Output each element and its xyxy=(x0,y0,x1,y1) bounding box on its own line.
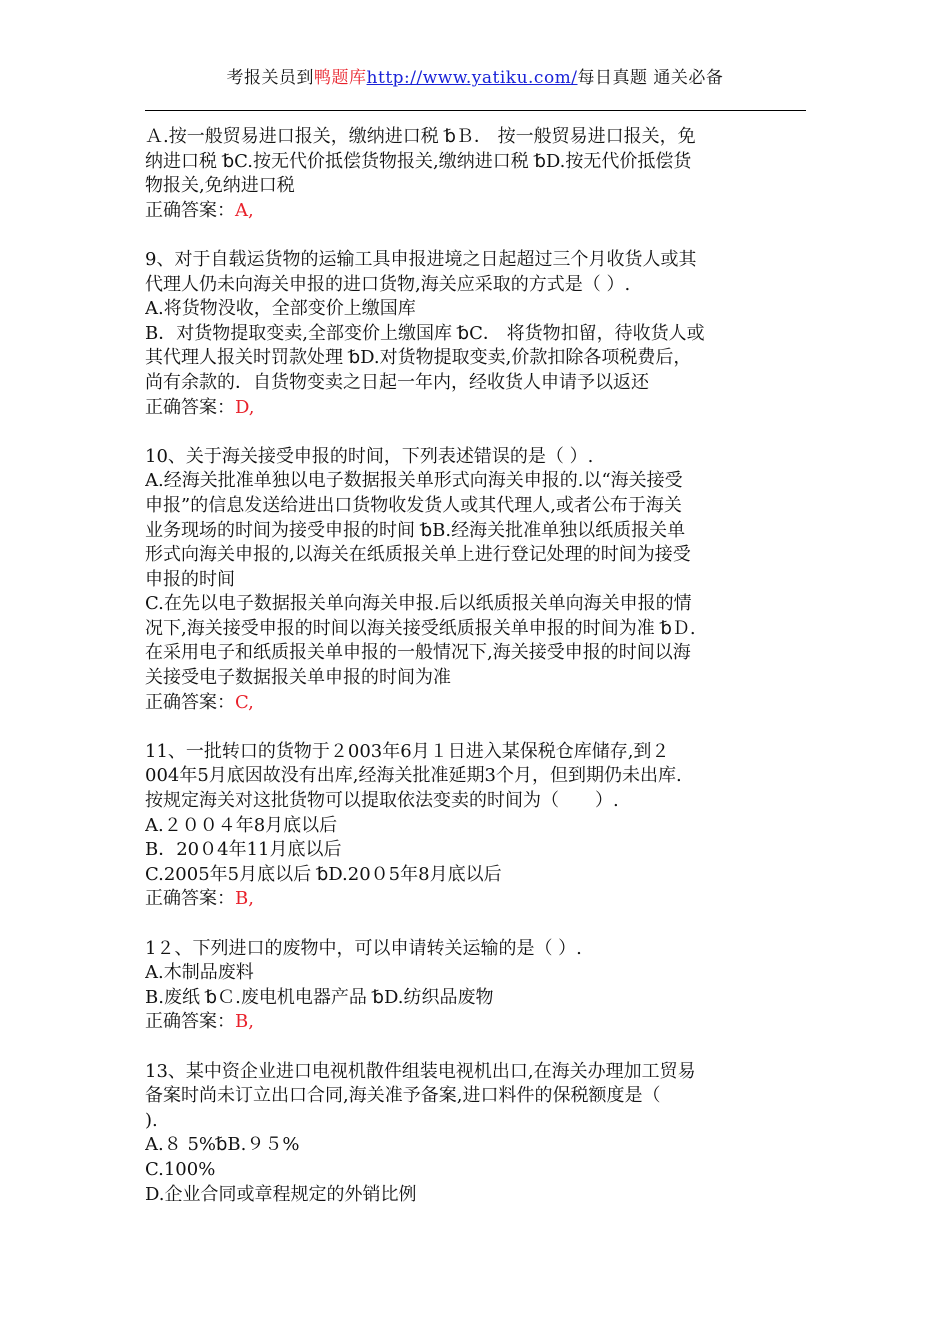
answer-label: 正确答案： xyxy=(145,199,235,221)
question-block xyxy=(145,740,806,912)
page-header xyxy=(0,66,950,90)
answer-label: 正确答案： xyxy=(145,888,235,910)
answer-label: 正确答案： xyxy=(145,691,235,713)
header-suffix: 每日真题 通关必备 xyxy=(577,68,724,88)
question-block xyxy=(145,937,806,1035)
question-line: C.100% xyxy=(145,1158,216,1180)
answer-label: 正确答案： xyxy=(145,396,235,418)
question-line: 备案时尚未订立出口合同,海关准予备案,进口料件的保税额度是（ xyxy=(145,1085,661,1107)
question-line: Ａ.按一般贸易进口报关，缴纳进口税 ␢Ｂ． 按一般贸易进口报关，免 xyxy=(145,126,696,147)
question-line: 物报关,免纳进口税 xyxy=(145,175,295,197)
question-line: 004年5月底因故没有出库,经海关批准延期3个月，但到期仍未出库. xyxy=(145,765,682,787)
question-line: 申报的时间 xyxy=(145,568,235,590)
answer-value: A, xyxy=(235,199,254,221)
question-block xyxy=(145,125,806,223)
question-line: 其代理人报关时罚款处理 ␢D.对货物提取变卖,价款扣除各项税费后， xyxy=(145,347,692,369)
header-link[interactable]: http://www.yatiku.com/ xyxy=(366,68,578,88)
question-block xyxy=(145,445,806,716)
answer-line xyxy=(145,691,806,716)
question-line: 形式向海关申报的,以海关在纸质报关单上进行登记处理的时间为接受 xyxy=(145,544,691,566)
answer-value: B, xyxy=(235,888,254,910)
question-line: 9、对于自载运货物的运输工具申报进境之日起超过三个月收货人或其 xyxy=(145,248,697,270)
question-line: 在采用电子和纸质报关单申报的一般情况下,海关接受申报的时间以海 xyxy=(145,642,691,664)
question-line: A.将货物没收，全部变价上缴国库 xyxy=(145,298,416,320)
question-line: A.２００４年8月底以后 xyxy=(145,814,338,836)
question-line: C.2005年5月底以后 ␢D.20０5年8月底以后 xyxy=(145,863,502,885)
answer-value: D, xyxy=(235,396,255,418)
question-line: A.木制品废料 xyxy=(145,962,254,984)
header-brand: 鸭题库 xyxy=(314,68,367,88)
question-line: 况下,海关接受申报的时间以海关接受纸质报关单申报的时间为准 ␢Ｄ. xyxy=(145,617,696,639)
block-spacer xyxy=(145,420,806,445)
header-prefix: 考报关员到 xyxy=(226,68,315,88)
answer-line xyxy=(145,887,806,912)
block-spacer xyxy=(145,223,806,248)
header-divider xyxy=(145,110,806,111)
question-block xyxy=(145,1060,806,1208)
block-spacer xyxy=(145,912,806,937)
question-line: 按规定海关对这批货物可以提取依法变卖的时间为（ ）. xyxy=(145,790,619,812)
question-line: ). xyxy=(145,1109,158,1131)
question-line: C.在先以电子数据报关单向海关申报.后以纸质报关单向海关申报的情 xyxy=(145,593,692,615)
question-line: A.经海关批准单独以电子数据报关单形式向海关申报的.以“海关接受 xyxy=(145,470,683,492)
answer-line xyxy=(145,199,806,224)
question-line: B.废纸 ␢Ｃ.废电机电器产品 ␢D.纺织品废物 xyxy=(145,986,494,1008)
question-line: 关接受电子数据报关单申报的时间为准 xyxy=(145,667,451,689)
question-list xyxy=(145,125,806,1207)
block-spacer xyxy=(145,715,806,740)
question-line: 尚有余款的．自货物变卖之日起一年内，经收货人申请予以返还 xyxy=(145,371,649,393)
answer-line xyxy=(145,396,806,421)
question-line: 1２、下列进口的废物中，可以申请转关运输的是（ ）. xyxy=(145,937,582,959)
answer-value: B, xyxy=(235,1011,254,1033)
question-line: 10、关于海关接受申报的时间，下列表述错误的是（ ）. xyxy=(145,445,594,467)
question-line: 业务现场的时间为接受申报的时间 ␢B.经海关批准单独以纸质报关单 xyxy=(145,519,686,541)
question-line: D.企业合同或章程规定的外销比例 xyxy=(145,1183,417,1205)
question-line: B．对货物提取变卖,全部变价上缴国库 ␢C． 将货物扣留，待收货人或 xyxy=(145,322,705,344)
question-line: A.８ 5%␢B.９５% xyxy=(145,1134,300,1156)
answer-label: 正确答案： xyxy=(145,1011,235,1033)
question-line: 11、一批转口的货物于２003年6月１日进入某保税仓库储存,到２ xyxy=(145,740,670,762)
answer-line xyxy=(145,1010,806,1035)
block-spacer xyxy=(145,1035,806,1060)
answer-value: C, xyxy=(235,691,254,713)
question-line: 纳进口税 ␢C.按无代价抵偿货物报关,缴纳进口税 ␢D.按无代价抵偿货 xyxy=(145,150,692,172)
question-block xyxy=(145,248,806,420)
question-line: 代理人仍未向海关申报的进口货物,海关应采取的方式是（ ）. xyxy=(145,273,631,295)
question-line: 13、某中资企业进口电视机散件组装电视机出口,在海关办理加工贸易 xyxy=(145,1060,696,1082)
question-line: 申报”的信息发送给进出口货物收发货人或其代理人,或者公布于海关 xyxy=(145,494,682,516)
question-line: B．20０4年11月底以后 xyxy=(145,839,342,861)
